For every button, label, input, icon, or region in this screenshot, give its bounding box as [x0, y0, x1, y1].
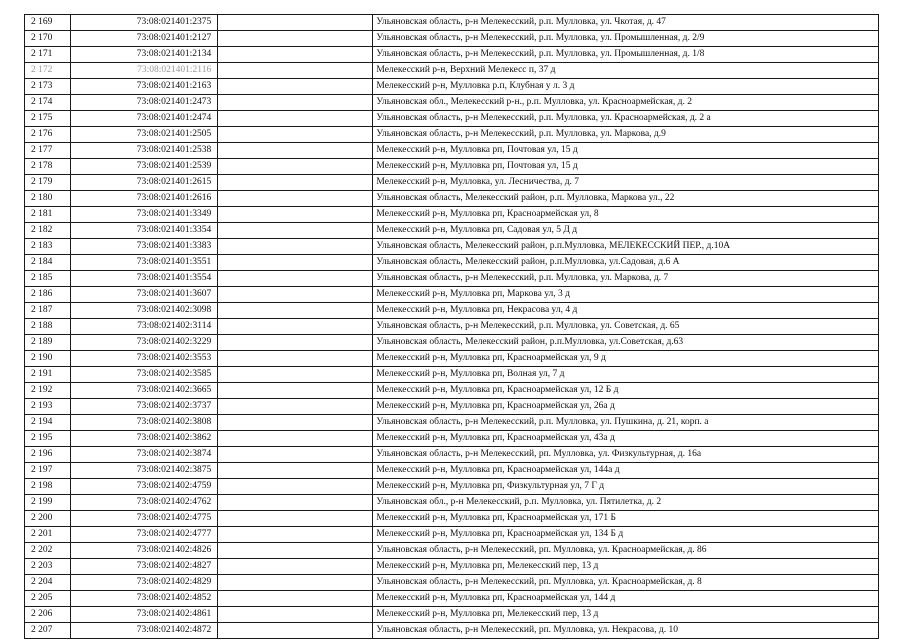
empty-cell: [218, 383, 373, 399]
empty-cell: [218, 47, 373, 63]
table-row: [25, 15, 879, 31]
table-row: [25, 111, 879, 127]
empty-cell: [218, 607, 373, 623]
address-cell: Ульяновская область, р-н Мелекесский, рп. Мулловка, ул. Красноармейская, д. 86: [373, 543, 879, 559]
cadastral-number-cell: 73:08:021401:2474: [71, 111, 218, 127]
cadastral-number-cell: 73:08:021402:3229: [71, 335, 218, 351]
empty-cell: [218, 271, 373, 287]
cadastral-number-cell: 73:08:021401:2127: [71, 31, 218, 47]
address-cell: Мелекесский р-н, Мулловка рп, Красноармейская ул, 8: [373, 207, 879, 223]
row-number-cell: 2 177: [25, 143, 71, 159]
address-cell: Ульяновская область, р-н Мелекесский, рп. Мулловка, ул. Физкультурная, д. 16а: [373, 447, 879, 463]
empty-cell: [218, 15, 373, 31]
cadastral-number-cell: 73:08:021402:4829: [71, 575, 218, 591]
table-row: [25, 207, 879, 223]
table-row: [25, 607, 879, 623]
row-number-cell: 2 204: [25, 575, 71, 591]
empty-cell: [218, 415, 373, 431]
address-cell: Ульяновская область, Мелекесский район, р.п.Мулловка, МЕЛЕКЕССКИЙ ПЕР., д.10А: [373, 239, 879, 255]
table-row: [25, 335, 879, 351]
empty-cell: [218, 63, 373, 79]
cadastral-number-cell: 73:08:021402:4777: [71, 527, 218, 543]
row-number-cell: 2 182: [25, 223, 71, 239]
cadastral-number-cell: 73:08:021401:3607: [71, 287, 218, 303]
row-number-cell: 2 184: [25, 255, 71, 271]
row-number-cell: 2 179: [25, 175, 71, 191]
address-cell: Ульяновская область, р-н Мелекесский, р.п. Мулловка, ул. Промышленная, д. 2/9: [373, 31, 879, 47]
empty-cell: [218, 143, 373, 159]
table-row: [25, 543, 879, 559]
table-row: [25, 31, 879, 47]
empty-cell: [218, 239, 373, 255]
table-row: [25, 79, 879, 95]
empty-cell: [218, 479, 373, 495]
row-number-cell: 2 188: [25, 319, 71, 335]
address-cell: Мелекесский р-н, Мулловка рп, Красноармейская ул, 144а д: [373, 463, 879, 479]
empty-cell: [218, 463, 373, 479]
cadastral-number-cell: 73:08:021402:4762: [71, 495, 218, 511]
empty-cell: [218, 79, 373, 95]
row-number-cell: 2 183: [25, 239, 71, 255]
address-cell: Мелекесский р-н, Мулловка рп, Красноармейская ул, 171 Б: [373, 511, 879, 527]
table-row: [25, 511, 879, 527]
cadastral-number-cell: 73:08:021402:4861: [71, 607, 218, 623]
cadastral-number-cell: 73:08:021402:4775: [71, 511, 218, 527]
empty-cell: [218, 591, 373, 607]
address-cell: Мелекесский р-н, Мулловка рп, Красноармейская ул, 26а д: [373, 399, 879, 415]
row-number-cell: 2 178: [25, 159, 71, 175]
cadastral-number-cell: 73:08:021401:2375: [71, 15, 218, 31]
empty-cell: [218, 223, 373, 239]
empty-cell: [218, 255, 373, 271]
empty-cell: [218, 399, 373, 415]
table-row: [25, 47, 879, 63]
address-cell: Ульяновская область, р-н Мелекесский, рп. Мулловка, ул. Красноармейская, д. 8: [373, 575, 879, 591]
address-cell: Мелекесский р-н, Мулловка рп, Физкультурная ул, 7 Г д: [373, 479, 879, 495]
table-row: [25, 319, 879, 335]
cadastral-number-cell: 73:08:021401:2505: [71, 127, 218, 143]
address-cell: Мелекесский р-н, Мулловка рп, Красноармейская ул, 12 Б д: [373, 383, 879, 399]
row-number-cell: 2 203: [25, 559, 71, 575]
row-number-cell: 2 198: [25, 479, 71, 495]
table-row: [25, 559, 879, 575]
table-row: [25, 351, 879, 367]
address-cell: Мелекесский р-н, Мулловка рп, Красноармейская ул, 43а д: [373, 431, 879, 447]
cadastral-number-cell: 73:08:021401:2538: [71, 143, 218, 159]
address-cell: Ульяновская область, р-н Мелекесский, р.п. Мулловка, ул. Промышленная, д. 1/8: [373, 47, 879, 63]
cadastral-number-cell: 73:08:021401:3551: [71, 255, 218, 271]
row-number-cell: 2 199: [25, 495, 71, 511]
row-number-cell: 2 176: [25, 127, 71, 143]
row-number-cell: 2 169: [25, 15, 71, 31]
empty-cell: [218, 175, 373, 191]
row-number-cell: 2 207: [25, 623, 71, 639]
registry-table: [24, 14, 879, 639]
row-number-cell: 2 194: [25, 415, 71, 431]
empty-cell: [218, 191, 373, 207]
address-cell: Ульяновская область, Мелекесский район, р.п. Мулловка, Маркова ул., 22: [373, 191, 879, 207]
table-row: [25, 591, 879, 607]
cadastral-number-cell: 73:08:021401:2116: [71, 63, 218, 79]
row-number-cell: 2 206: [25, 607, 71, 623]
registry-sheet: [24, 14, 879, 639]
empty-cell: [218, 303, 373, 319]
row-number-cell: 2 181: [25, 207, 71, 223]
empty-cell: [218, 159, 373, 175]
address-cell: Мелекесский р-н, Мулловка рп, Садовая ул, 5 Д д: [373, 223, 879, 239]
address-cell: Ульяновская обл., р-н Мелекесский, р.п. Мулловка, ул. Пятилетка, д. 2: [373, 495, 879, 511]
empty-cell: [218, 543, 373, 559]
cadastral-number-cell: 73:08:021402:3808: [71, 415, 218, 431]
row-number-cell: 2 205: [25, 591, 71, 607]
empty-cell: [218, 207, 373, 223]
table-row: [25, 527, 879, 543]
row-number-cell: 2 187: [25, 303, 71, 319]
empty-cell: [218, 319, 373, 335]
table-row: [25, 479, 879, 495]
empty-cell: [218, 495, 373, 511]
table-row: [25, 255, 879, 271]
cadastral-number-cell: 73:08:021402:4852: [71, 591, 218, 607]
cadastral-number-cell: 73:08:021402:3862: [71, 431, 218, 447]
address-cell: Мелекесский р-н, Мулловка рп, Почтовая ул, 15 д: [373, 143, 879, 159]
row-number-cell: 2 170: [25, 31, 71, 47]
row-number-cell: 2 197: [25, 463, 71, 479]
cadastral-number-cell: 73:08:021402:3098: [71, 303, 218, 319]
empty-cell: [218, 527, 373, 543]
address-cell: Мелекесский р-н, Мулловка, ул. Лесничества, д. 7: [373, 175, 879, 191]
table-row: [25, 239, 879, 255]
table-row: [25, 415, 879, 431]
address-cell: Ульяновская область, р-н Мелекесский, р.п. Мулловка, ул. Пушкина, д. 21, корп. а: [373, 415, 879, 431]
cadastral-number-cell: 73:08:021401:3383: [71, 239, 218, 255]
cadastral-number-cell: 73:08:021402:3665: [71, 383, 218, 399]
table-row: [25, 399, 879, 415]
table-row: [25, 143, 879, 159]
address-cell: Мелекесский р-н, Мулловка рп, Мелекесский пер, 13 д: [373, 607, 879, 623]
table-row: [25, 575, 879, 591]
empty-cell: [218, 335, 373, 351]
address-cell: Мелекесский р-н, Мулловка рп, Некрасова ул, 4 д: [373, 303, 879, 319]
table-row: [25, 271, 879, 287]
address-cell: Мелекесский р-н, Мулловка рп, Мелекесский пер, 13 д: [373, 559, 879, 575]
cadastral-number-cell: 73:08:021402:3553: [71, 351, 218, 367]
table-row: [25, 367, 879, 383]
empty-cell: [218, 431, 373, 447]
table-row: [25, 127, 879, 143]
address-cell: Ульяновская область, р-н Мелекесский, р.п. Мулловка, ул. Красноармейская, д. 2 а: [373, 111, 879, 127]
table-row: [25, 303, 879, 319]
table-row: [25, 447, 879, 463]
cadastral-number-cell: 73:08:021402:4826: [71, 543, 218, 559]
cadastral-number-cell: 73:08:021402:3585: [71, 367, 218, 383]
address-cell: Ульяновская область, р-н Мелекесский, р.п. Мулловка, ул. Маркова, д. 7: [373, 271, 879, 287]
cadastral-number-cell: 73:08:021401:2473: [71, 95, 218, 111]
address-cell: Ульяновская область, р-н Мелекесский, р.п. Мулловка, ул. Маркова, д.9: [373, 127, 879, 143]
row-number-cell: 2 196: [25, 447, 71, 463]
row-number-cell: 2 171: [25, 47, 71, 63]
row-number-cell: 2 190: [25, 351, 71, 367]
empty-cell: [218, 31, 373, 47]
cadastral-number-cell: 73:08:021401:2163: [71, 79, 218, 95]
empty-cell: [218, 111, 373, 127]
cadastral-number-cell: 73:08:021401:3349: [71, 207, 218, 223]
cadastral-number-cell: 73:08:021401:3354: [71, 223, 218, 239]
table-row: [25, 175, 879, 191]
table-row: [25, 623, 879, 639]
row-number-cell: 2 185: [25, 271, 71, 287]
empty-cell: [218, 623, 373, 639]
table-row: [25, 287, 879, 303]
address-cell: Ульяновская область, р-н Мелекесский, рп. Мулловка, ул. Некрасова, д. 10: [373, 623, 879, 639]
row-number-cell: 2 195: [25, 431, 71, 447]
cadastral-number-cell: 73:08:021402:4827: [71, 559, 218, 575]
cadastral-number-cell: 73:08:021402:3737: [71, 399, 218, 415]
row-number-cell: 2 175: [25, 111, 71, 127]
table-row: [25, 191, 879, 207]
address-cell: Ульяновская область, р-н Мелекесский, р.п. Мулловка, ул. Советская, д. 65: [373, 319, 879, 335]
row-number-cell: 2 173: [25, 79, 71, 95]
row-number-cell: 2 200: [25, 511, 71, 527]
empty-cell: [218, 575, 373, 591]
row-number-cell: 2 174: [25, 95, 71, 111]
empty-cell: [218, 447, 373, 463]
row-number-cell: 2 193: [25, 399, 71, 415]
address-cell: Ульяновская область, р-н Мелекесский, р.п. Мулловка, ул. Чкотая, д. 47: [373, 15, 879, 31]
row-number-cell: 2 202: [25, 543, 71, 559]
empty-cell: [218, 559, 373, 575]
row-number-cell: 2 201: [25, 527, 71, 543]
table-row: [25, 159, 879, 175]
table-row: [25, 463, 879, 479]
row-number-cell: 2 172: [25, 63, 71, 79]
cadastral-number-cell: 73:08:021402:3874: [71, 447, 218, 463]
table-row: [25, 223, 879, 239]
address-cell: Мелекесский р-н, Мулловка рп, Маркова ул, 3 д: [373, 287, 879, 303]
cadastral-number-cell: 73:08:021401:2616: [71, 191, 218, 207]
address-cell: Мелекесский р-н, Мулловка рп, Красноармейская ул, 134 Б д: [373, 527, 879, 543]
row-number-cell: 2 191: [25, 367, 71, 383]
row-number-cell: 2 189: [25, 335, 71, 351]
cadastral-number-cell: 73:08:021402:4759: [71, 479, 218, 495]
address-cell: Ульяновская обл., Мелекесский р-н., р.п. Мулловка, ул. Красноармейская, д. 2: [373, 95, 879, 111]
row-number-cell: 2 192: [25, 383, 71, 399]
cadastral-number-cell: 73:08:021402:3114: [71, 319, 218, 335]
address-cell: Мелекесский р-н, Мулловка рп, Волная ул, 7 д: [373, 367, 879, 383]
address-cell: Мелекесский р-н, Мулловка рп, Красноармейская ул, 9 д: [373, 351, 879, 367]
registry-table-body: [25, 15, 879, 639]
address-cell: Ульяновская область, Мелекесский район, р.п.Мулловка, ул.Садовая, д.6 А: [373, 255, 879, 271]
table-row: [25, 431, 879, 447]
table-row: [25, 383, 879, 399]
empty-cell: [218, 127, 373, 143]
address-cell: Мелекесский р-н, Мулловка р.п, Клубная у л. 3 д: [373, 79, 879, 95]
empty-cell: [218, 287, 373, 303]
cadastral-number-cell: 73:08:021401:3554: [71, 271, 218, 287]
address-cell: Ульяновская область, Мелекесский район, р.п.Мулловка, ул.Советская, д.63: [373, 335, 879, 351]
empty-cell: [218, 367, 373, 383]
cadastral-number-cell: 73:08:021401:2539: [71, 159, 218, 175]
cadastral-number-cell: 73:08:021402:3875: [71, 463, 218, 479]
empty-cell: [218, 351, 373, 367]
row-number-cell: 2 180: [25, 191, 71, 207]
cadastral-number-cell: 73:08:021401:2134: [71, 47, 218, 63]
table-row: [25, 95, 879, 111]
empty-cell: [218, 511, 373, 527]
table-row: [25, 63, 879, 79]
row-number-cell: 2 186: [25, 287, 71, 303]
table-row: [25, 495, 879, 511]
address-cell: Мелекесский р-н, Мулловка рп, Почтовая ул, 15 д: [373, 159, 879, 175]
address-cell: Мелекесский р-н, Мулловка рп, Красноармейская ул, 144 д: [373, 591, 879, 607]
empty-cell: [218, 95, 373, 111]
address-cell: Мелекесский р-н, Верхний Мелекесс п, 37 д: [373, 63, 879, 79]
cadastral-number-cell: 73:08:021402:4872: [71, 623, 218, 639]
cadastral-number-cell: 73:08:021401:2615: [71, 175, 218, 191]
